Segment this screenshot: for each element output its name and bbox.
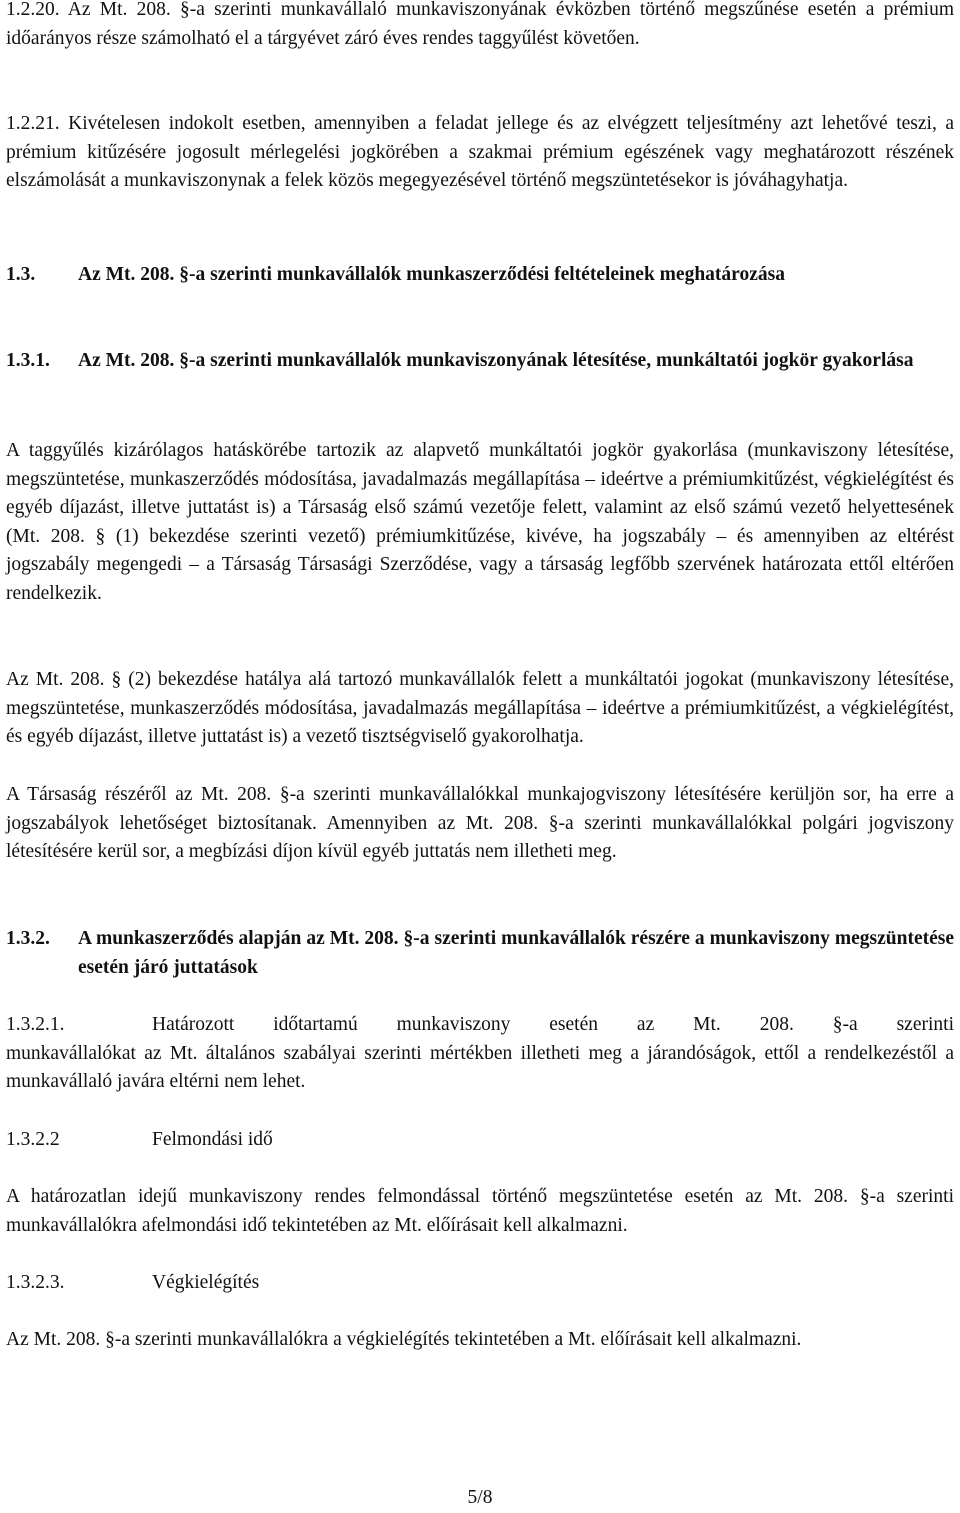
paragraph-taggyules: A taggyűlés kizárólagos hatáskörébe tartozik az alapvető munkáltatói jogkör gyakorlása (munkaviszony létesítése, megszüntetése, munkaszerződés módosítása, javadalmazás megállapítása – ideértve a prémiumkitűzést, végkielégítést és egyéb díjazást, illetve juttatást is) a Társaság első számú vezetője felett, valamint az első számú vezető helyettesének (Mt. 208. § (1) bekezdése szerinti vezető) prémiumkitűzése, kivéve, ha jogszabály – és amennyiben az eltérést jogszabály megengedi – a Társaság Társasági Szerződése, vagy a társaság legfőbb szervének határozata ettől eltérően rendelkezik. [6, 440, 954, 604]
section-number: 1.3.2.3. [6, 1272, 65, 1293]
section-1-3-2-1 [6, 1011, 954, 1097]
heading-1-3-2 [6, 925, 954, 982]
heading-1-3-1 [6, 347, 954, 376]
heading-number: 1.3.2. [6, 928, 50, 949]
heading-title: Az Mt. 208. §-a szerinti munkavállalók munkaviszonyának létesítése, munkáltatói jogkör gyakorlása [78, 350, 914, 371]
section-1-3-2-3 [6, 1269, 954, 1298]
section-1-3-2-2 [6, 1126, 954, 1155]
paragraph-felmondas: A határozatlan idejű munkaviszony rendes felmondással történő megszüntetése esetén az Mt. 208. §-a szerinti munkavállalókra afelmondási idő tekintetében az Mt. előírásait kell alkalmazni. [6, 1186, 954, 1236]
paragraph-1-2-20: 1.2.20. Az Mt. 208. §-a szerinti munkavállaló munkaviszonyának évközben történő megszűnése esetén a prémium időarányos része számolható el a tárgyévet záró éves rendes taggyűlést követően. [6, 0, 954, 49]
heading-number: 1.3. [6, 264, 36, 285]
heading-title: Az Mt. 208. §-a szerinti munkavállalók munkaszerződési feltételeinek meghatározása [78, 264, 785, 285]
paragraph-mt208-2: Az Mt. 208. § (2) bekezdése hatálya alá tartozó munkavállalók felett a munkáltatói jogokat (munkaviszony létesítése, megszüntetése, munkaszerződés módosítása, javadalmazás megállapítása – ideértve a prémiumkitűzést, a végkielégítést, és egyéb díjazást, illetve juttatást is) a vezető tisztségviselő gyakorolhatja. [6, 669, 954, 748]
section-title: Végkielégítés [152, 1272, 260, 1293]
section-number: 1.3.2.1. [6, 1014, 65, 1035]
paragraph-vegkielegites: Az Mt. 208. §-a szerinti munkavállalókra a végkielégítés tekintetében a Mt. előírásait kell alkalmazni. [6, 1329, 802, 1350]
heading-1-3 [6, 261, 954, 290]
paragraph-1-2-21: 1.2.21. Kivételesen indokolt esetben, amennyiben a feladat jellege és az elvégzett teljesítmény azt lehetővé teszi, a prémium kitűzésére jogosult mérlegelési jogkörében a szakmai prémium egészének vagy meghatározott részének elszámolását a munkaviszonynak a felek közös megegyezésével történő megszüntetésekor is jóváhagyhatja. [6, 113, 954, 192]
heading-number: 1.3.1. [6, 350, 50, 371]
section-title: Felmondási idő [152, 1129, 273, 1150]
heading-title: A munkaszerződés alapján az Mt. 208. §-a szerinti munkavállalók részére a munkaviszony megszüntetése esetén járó juttatások [78, 928, 954, 978]
section-number: 1.3.2.2 [6, 1129, 60, 1150]
section-text-first: Határozott időtartamú munkaviszony esetén az Mt. 208. §-a szerinti [152, 1014, 954, 1035]
page-number: 5/8 [467, 1487, 493, 1508]
paragraph-tarsasag: A Társaság részéről az Mt. 208. §-a szerinti munkavállalókkal munkajogviszony létesítésére kerüljön sor, ha erre a jogszabályok lehetőséget biztosítanak. Amennyiben az Mt. 208. §-a szerinti munkavállalókkal polgári jogviszony létesítésére kerül sor, a megbízási díjon kívül egyéb juttatás nem illetheti meg. [6, 784, 954, 863]
section-first-line [6, 1011, 954, 1040]
section-text-rest: munkavállalókat az Mt. általános szabályai szerinti mértékben illetheti meg a járandóságok, ettől a rendelkezéstől a munkavállaló javára eltérni nem lehet. [6, 1042, 954, 1093]
